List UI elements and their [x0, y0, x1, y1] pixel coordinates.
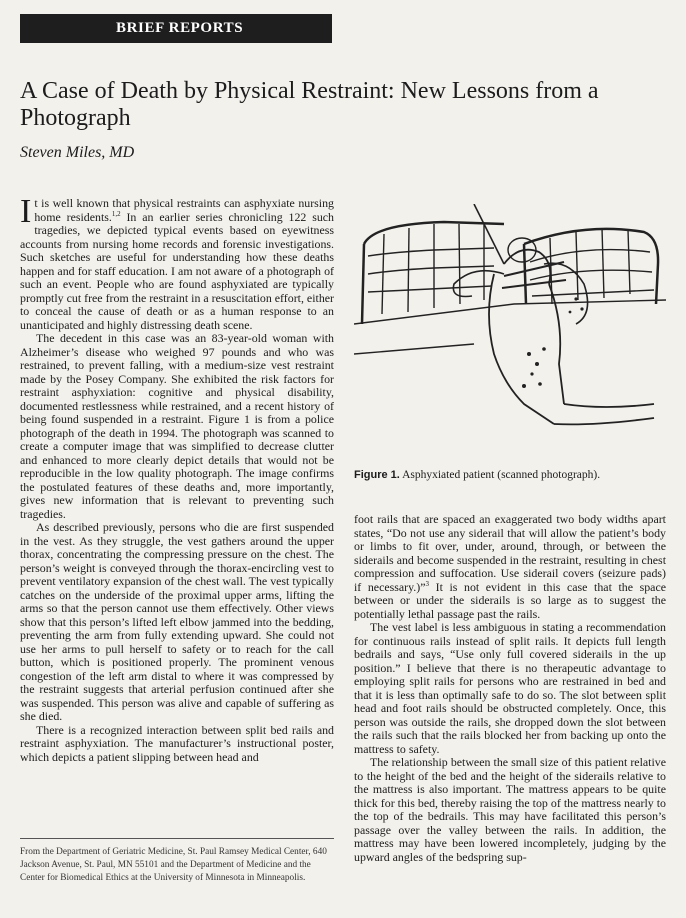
figure-caption-label: Figure 1.	[354, 469, 400, 481]
right-column	[354, 513, 666, 864]
paragraph-5	[354, 513, 666, 621]
paragraph-5-text: foot rails that are spaced an exaggerated two body widths apart states, “Do not use any siderail that will allow the patient’s body or limbs to fit over, under, around, through, or between the siderails and become suspended in the restraint, resulting in chest compression and suffocation. Use siderail covers (seizure pads) if necessary.)”	[354, 512, 666, 594]
figure-caption-text: Asphyxiated patient (scanned photograph).	[399, 469, 601, 481]
figure-1-image	[354, 204, 666, 460]
footnote-divider	[20, 838, 334, 839]
paragraph-5-text-cont: It is not evident in this case that the space between or under the siderails is so large as to suggest the potentially lethal passage past the rails.	[354, 579, 667, 621]
article-title: A Case of Death by Physical Restraint: New Lessons from a Photograph	[20, 78, 599, 131]
paragraph-3: As described previously, persons who die are first suspended in the vest. As they struggle, the vest gathers around the upper thorax, concentrating the compressing pressure on the chest. The person’s weight is conveyed through the thorax-encircling vest to prevent ventilatory expansion of the chest wall. The vest typically catches on the underside of the proximal upper arms, lifting the arms so that the person cannot use them effectively. Other views show that this person’s lifted left elbow jammed into the bedding, preventing the arm from fully extending upward. She could not use her arms to pull herself to safety or to reach for the call button, which is positioned properly. The prominent venous congestion of the left arm distal to where it was compressed by the restraint suggests that arterial perfusion continued after she was suspended. This person was alive and capable of suffering as she died.	[20, 520, 334, 723]
restraint-scene-illustration	[354, 204, 666, 460]
paragraph-4: There is a recognized interaction between split bed rails and restraint asphyxiation. The manufacturer’s instructional poster, which depicts a patient slipping between head and	[20, 722, 334, 764]
drop-cap: I	[20, 193, 32, 230]
paragraph-7: The relationship between the small size of this patient relative to the height of the bed and the height of the siderails relative to the mattress is also important. The mattress appears to be quite thick for this bed, thereby raising the top of the mattress nearly to the top of the bedrails. This may have facilitated this person’s passage over the valley between the rails. In addition, the mattress may have been lowered incompletely, judging by the upward angles of the bedspring sup-	[354, 755, 666, 864]
paragraph-2: The decedent in this case was an 83-year-old woman with Alzheimer’s disease who weighed 97 pounds and who was restrained, to prevent falling, with a medium-size vest restraint made by the Posey Company. She exhibited the risk factors for restraint asphyxiation: cognitive and physical disability, documented restlessness while restrained, and a recent history of being found suspended in a restraint. Figure 1 is from a police photograph of the death in 1994. The photograph was scanned to create a computer image that was simplified to decrease clutter and enhanced to more clearly depict details that would not be reproducible in the low quality photograph. The image confirms the postulated features of these deaths and, more importantly, gives new information that is relevant to preventing such tragedies.	[20, 331, 334, 521]
reference-marker: 1,2	[111, 209, 121, 218]
reference-marker-3: 3	[425, 579, 430, 588]
affiliation-footnote: From the Department of Geriatric Medicine, St. Paul Ramsey Medical Center, 640 Jackson Avenue, St. Paul, MN 55101 and the Department of Medicine and the Center for Biomedical Ethics at the University of Minnesota in Minneapolis.	[20, 847, 327, 883]
article-author: Steven Miles, MD	[20, 144, 135, 161]
figure-caption	[354, 469, 666, 481]
paragraph-1-text: t is well known that physical restraints can asphyxiate nursing home residents.	[34, 196, 334, 224]
section-banner	[20, 14, 332, 43]
paragraph-6: The vest label is less ambiguous in stating a recommendation for continuous rails instead of split rails. It depicts full length bedrails and says, “Use only full covered siderails in the up position.” I believe that there is no therapeutic advantage to employing split rails for persons who are restrained in bed and that it is less than optimally safe to do so. The slot between split head and foot rails should be obstructed completely. Once, this person was outside the rails, she dropped down the slot between the rails such that the rails blocked her from backing up onto the mattress to safety.	[354, 620, 666, 756]
paragraph-1-text-cont: In an earlier series chronicling 122 such tragedies, we depicted typical events based on eyewitness accounts from nursing home records and forensic investigations. Such sketches are useful for understanding how these deaths happen and for staff education. I am not aware of a photograph of such an event. People who are found asphyxiated are typically promptly cut free from the restraint in a resuscitation effort, either to conceal the cause of death or as a human response to an unanticipated and highly distressing death scene.	[20, 209, 334, 332]
left-column	[20, 193, 334, 764]
section-label: BRIEF REPORTS	[116, 20, 244, 36]
paragraph-1	[20, 193, 334, 332]
